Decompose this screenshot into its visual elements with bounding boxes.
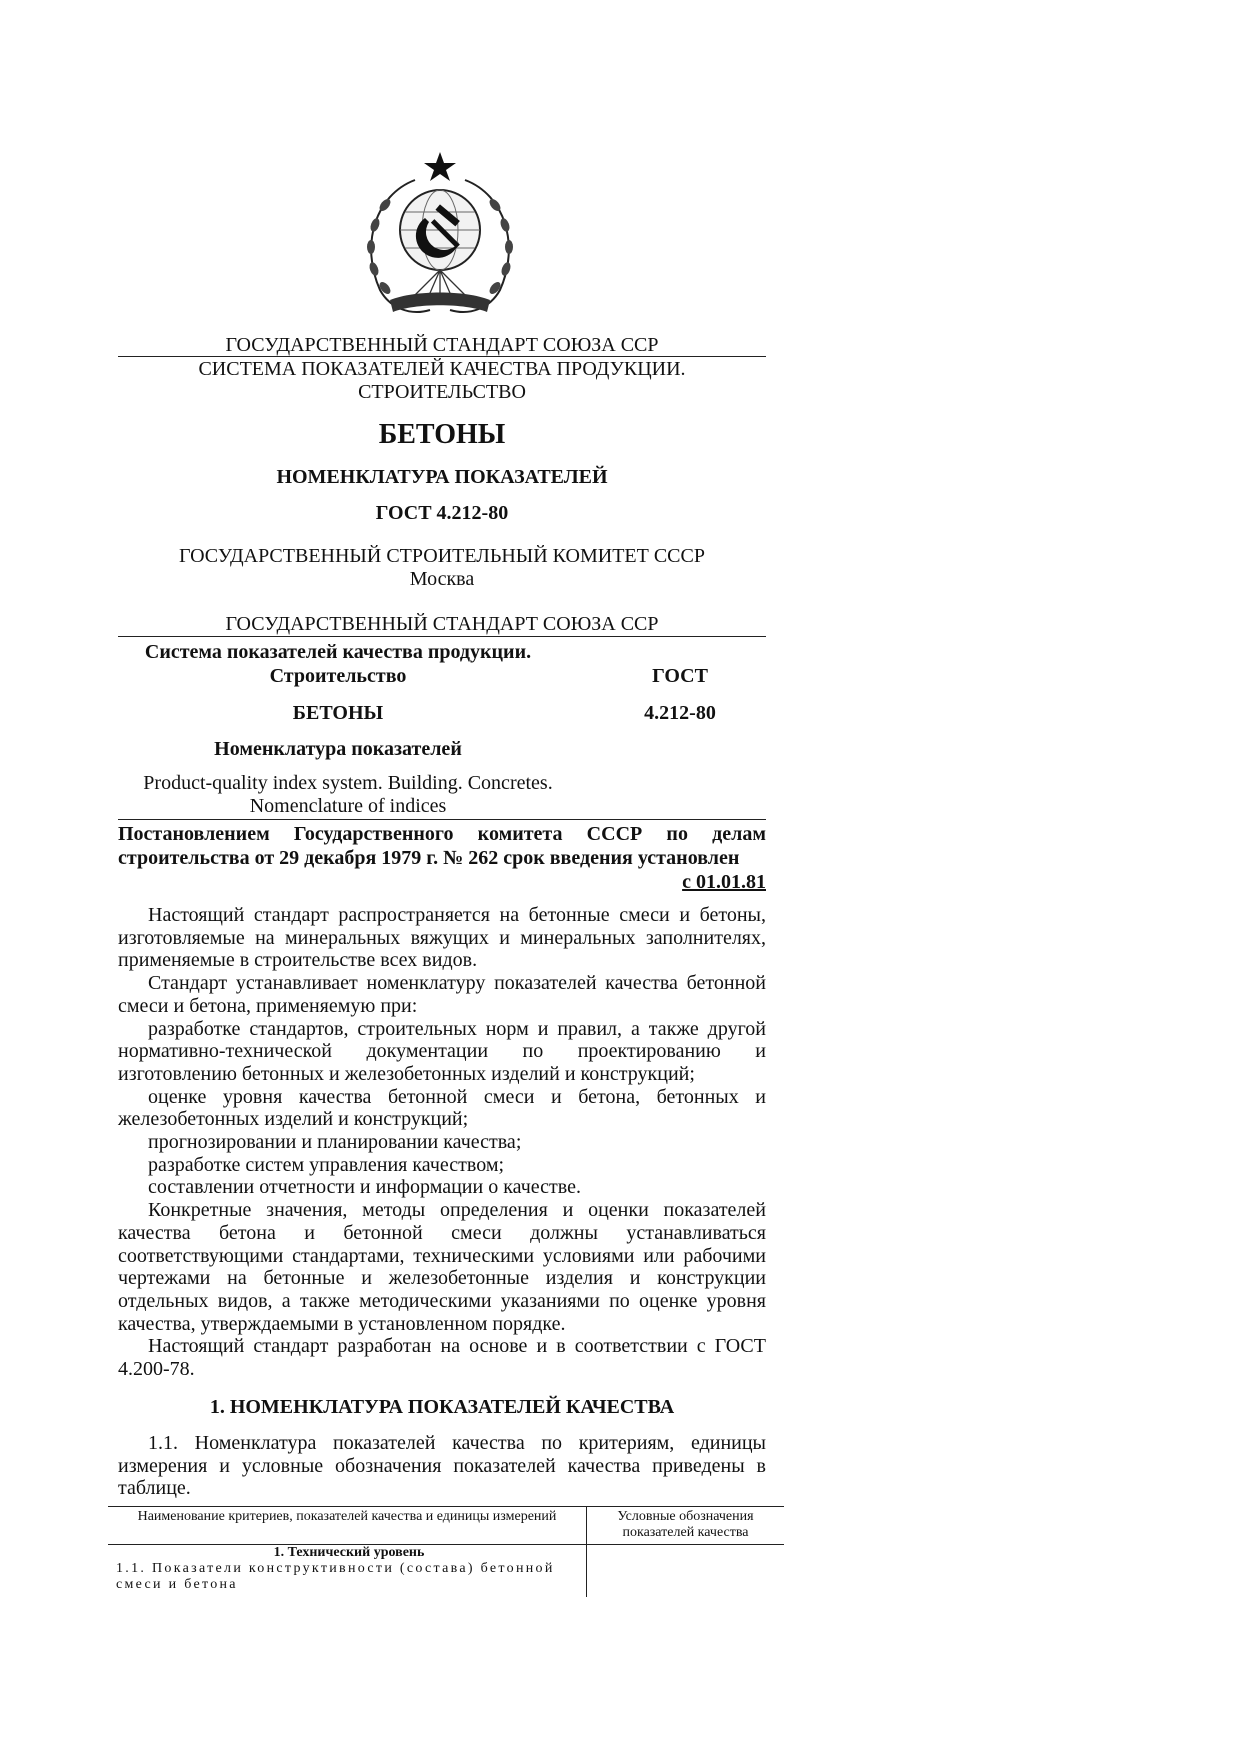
- body-paragraph: разработке систем управления качеством;: [148, 1153, 505, 1176]
- section-paragraph: 1.1. Номенклатура показателей качества по критериям, единицы измерения и условные обозначения показателей качества приведены в таблице.: [118, 1432, 766, 1500]
- section-body: [118, 1432, 766, 1500]
- cover-system-line2: СТРОИТЕЛЬСТВО: [358, 381, 526, 403]
- body-paragraph: Конкретные значения, методы определения и оценки показателей качества бетона и бетонной смеси должны устанавливаться соответствующими стандартами, техническими условиями или рабочими чертежами на бетонные и железобетонные изделия и конструкции отдельных видов, а также методическими указаниями по оценке уровня качества, утверждаемыми в установленном порядке.: [118, 1199, 766, 1335]
- body-paragraph: Настоящий стандарт распространяется на бетонные смеси и бетоны, изготовляемые на минеральных вяжущих и минеральных заполнителях, применяемые в строительстве всех видов.: [118, 904, 766, 972]
- cover-city: Москва: [409, 568, 475, 590]
- decree-block: [118, 822, 766, 894]
- standard-header: ГОСУДАРСТВЕННЫЙ СТАНДАРТ СОЮЗА ССР: [225, 613, 659, 635]
- section-title: 1. НОМЕНКЛАТУРА ПОКАЗАТЕЛЕЙ КАЧЕСТВА: [209, 1396, 675, 1418]
- table-header-row: [108, 1507, 784, 1545]
- state-emblem-image: [355, 150, 525, 322]
- table-cell-symbol: [587, 1545, 785, 1598]
- table-header-symbol: Условные обозначения показателей качества: [617, 1509, 754, 1540]
- cover-gost-number: ГОСТ 4.212-80: [375, 502, 509, 524]
- header-rule: [118, 636, 766, 637]
- standard-gost-code: 4.212-80: [644, 702, 716, 724]
- table-header-name: Наименование критериев, показателей качества и единицы измерений: [108, 1507, 587, 1545]
- english-title-line1: Product-quality index system. Building. Concretes.: [143, 772, 553, 794]
- decree-text: Постановлением Государственного комитета СССР по делам строительства от 29 декабря 1979 г. № 262 срок введения установлен: [118, 823, 766, 869]
- cover-system-line1: СИСТЕМА ПОКАЗАТЕЛЕЙ КАЧЕСТВА ПРОДУКЦИИ.: [198, 358, 686, 380]
- header-rule: [118, 356, 766, 357]
- table-cell-name: [108, 1545, 587, 1598]
- table-row-label: 1.1. Показатели конструктивности (состава) бетонной смеси и бетона: [116, 1561, 555, 1592]
- standard-title: БЕТОНЫ: [292, 702, 384, 724]
- standard-system-line2: Строительство: [269, 665, 407, 687]
- body-paragraph: разработке стандартов, строительных норм и правил, а также другой нормативно-технической документации по проектированию и изготовлению бетонных и железобетонных изделий и конструкций;: [118, 1017, 766, 1085]
- indices-table: [108, 1506, 784, 1597]
- cover-committee: ГОСУДАРСТВЕННЫЙ СТРОИТЕЛЬНЫЙ КОМИТЕТ СССР: [179, 545, 705, 567]
- body-paragraph: Настоящий стандарт разработан на основе и в соответствии с ГОСТ 4.200-78.: [118, 1335, 766, 1381]
- decree-date: с 01.01.81: [682, 871, 766, 893]
- standard-gost-label: ГОСТ: [652, 665, 708, 687]
- body-paragraph: составлении отчетности и информации о качестве.: [148, 1176, 581, 1199]
- standard-subtitle: Номенклатура показателей: [214, 738, 462, 760]
- body-paragraph: оценке уровня качества бетонной смеси и бетона, бетонных и железобетонных изделий и конструкций;: [118, 1085, 766, 1131]
- table-row: [108, 1545, 784, 1598]
- cover-header-top: ГОСУДАРСТВЕННЫЙ СТАНДАРТ СОЮЗА ССР: [225, 334, 659, 356]
- cover-title: БЕТОНЫ: [378, 419, 506, 450]
- cover-subtitle: НОМЕНКЛАТУРА ПОКАЗАТЕЛЕЙ: [276, 466, 608, 488]
- standard-system-line1: Система показателей качества продукции.: [144, 641, 532, 663]
- body-paragraph: Стандарт устанавливает номенклатуру показателей качества бетонной смеси и бетона, применяемую при:: [118, 972, 766, 1017]
- english-title-line2: Nomenclature of indices: [249, 795, 447, 817]
- table-group-title: 1. Технический уровень: [273, 1545, 425, 1560]
- decree-rule: [118, 819, 766, 820]
- body-text: [118, 904, 766, 1381]
- body-paragraph: прогнозировании и планировании качества;: [148, 1131, 522, 1154]
